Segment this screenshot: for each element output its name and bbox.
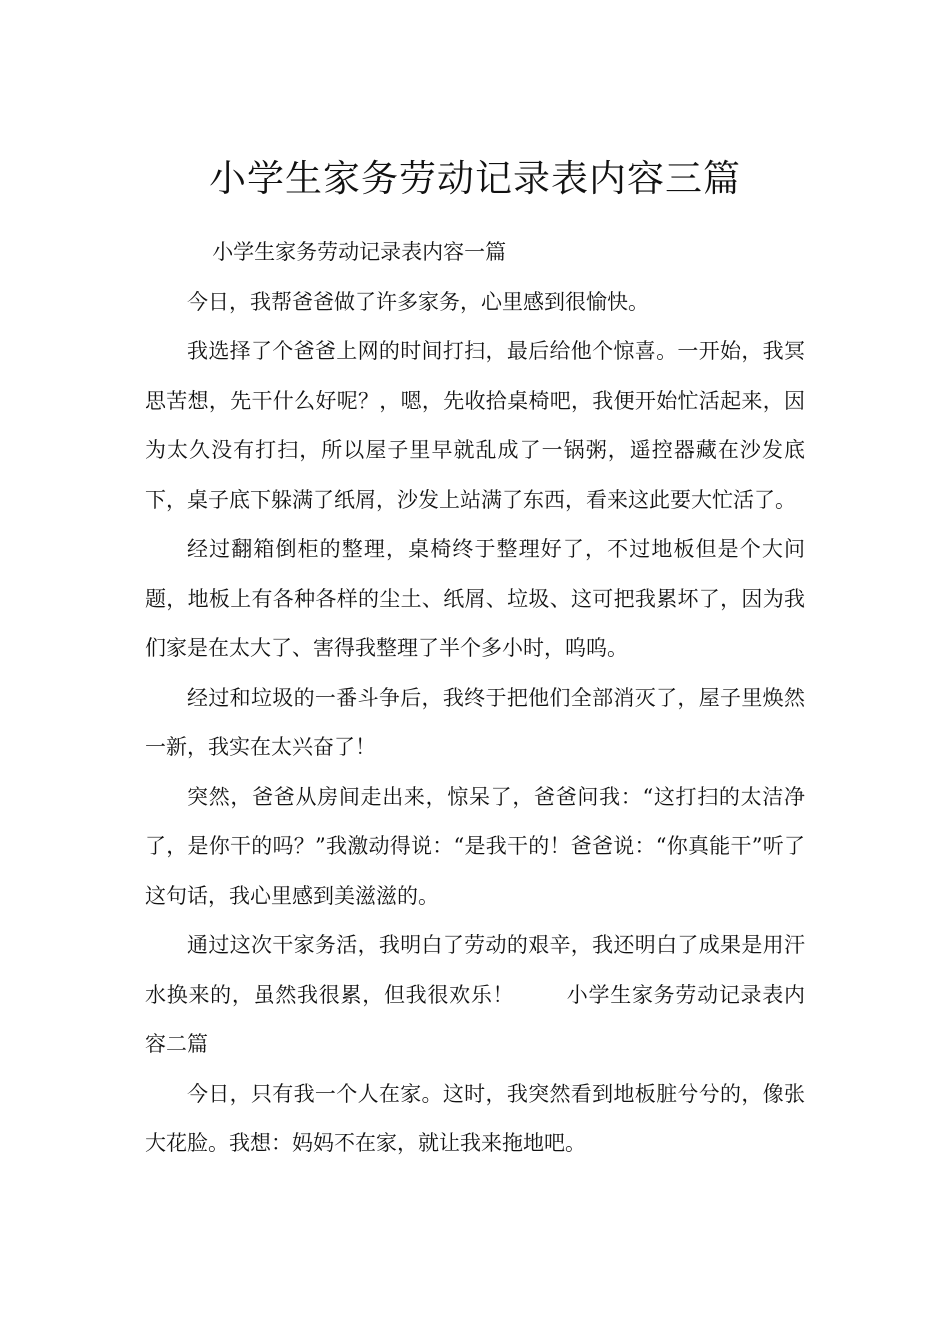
paragraph-4: 经过和垃圾的一番斗争后，我终于把他们全部消灭了，屋子里焕然一新，我实在太兴奋了！ (145, 685, 805, 759)
paragraph-6 (145, 921, 805, 1070)
paragraph-7: 今日，只有我一个人在家。这时，我突然看到地板脏兮兮的，像张大花脸。我想：妈妈不在家，就让我来拖地吧。 (145, 1081, 805, 1155)
section-heading-2: 小学生家务劳动记录表内容二篇 (145, 982, 806, 1056)
paragraph-1: 今日，我帮爸爸做了许多家务，心里感到很愉快。 (187, 289, 649, 314)
paragraph-6-text: 通过这次干家务活，我明白了劳动的艰辛，我还明白了成果是用汗水换来的，虽然我很累，但我很欢乐！ (145, 933, 805, 1007)
document-title: 小学生家务劳动记录表内容三篇 (209, 156, 741, 200)
section-heading-1: 小学生家务劳动记录表内容一篇 (212, 240, 507, 264)
document-body (145, 228, 805, 1169)
paragraph-5: 突然，爸爸从房间走出来，惊呆了，爸爸问我：“这打扫的太洁净了，是你干的吗？”我激动得说：“是我干的！爸爸说：“你真能干”听了这句话，我心里感到美滋滋的。 (145, 784, 805, 908)
paragraph-2: 我选择了个爸爸上网的时间打扫，最后给他个惊喜。一开始，我冥思苦想，先干什么好呢？，嗯，先收拾桌椅吧，我便开始忙活起来，因为太久没有打扫，所以屋子里早就乱成了一锅粥，遥控器藏在沙发底下，桌子底下躲满了纸屑，沙发上站满了东西，看来这此要大忙活了。 (145, 339, 805, 512)
paragraph-3: 经过翻箱倒柜的整理，桌椅终于整理好了，不过地板但是个大问题，地板上有各种各样的尘土、纸屑、垃圾、这可把我累坏了，因为我们家是在太大了、害得我整理了半个多小时，呜呜。 (145, 537, 805, 660)
